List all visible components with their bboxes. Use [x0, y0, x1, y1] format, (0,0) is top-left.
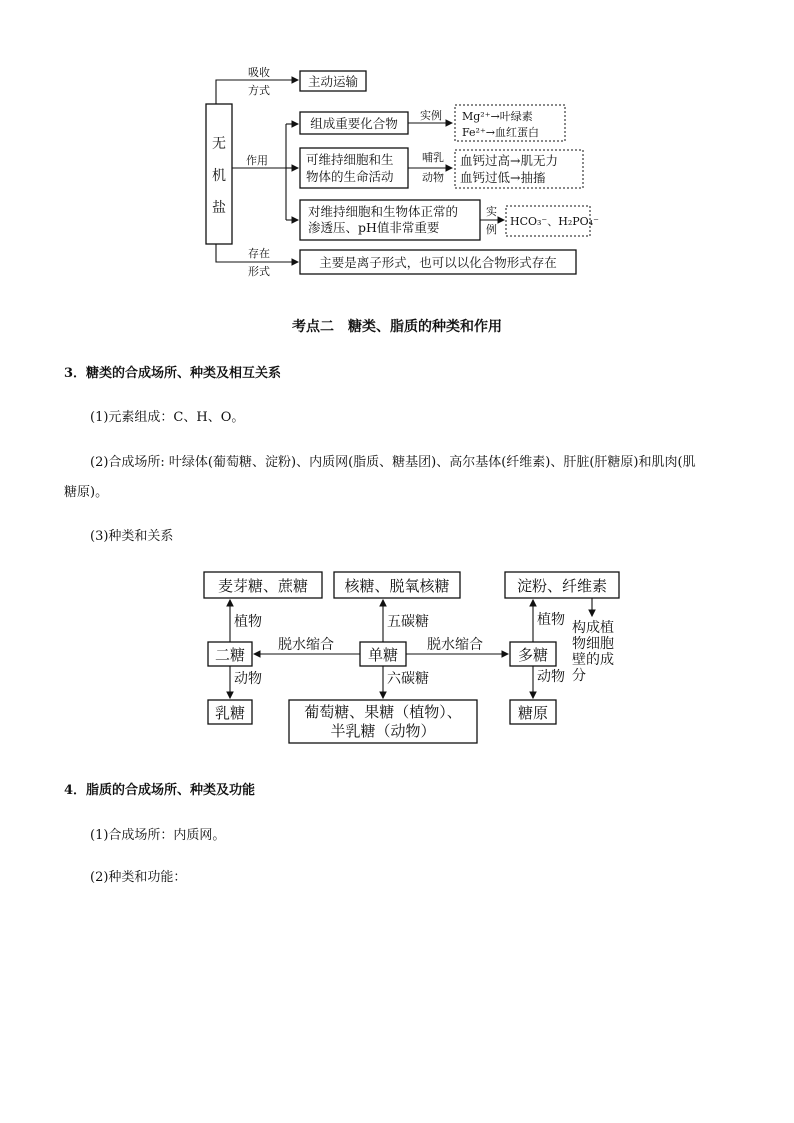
calcium-low: 血钙过低→抽搐: [460, 170, 546, 185]
item3-p2-line1: (2)合成场所: 叶绿体(葡萄糖、淀粉)、内质网(脂质、糖基团)、高尔基体(纤维素)、肝脏(肝糖原)和肌肉(肌: [90, 455, 696, 470]
cell-wall-2: 物细胞: [572, 636, 614, 652]
active-transport: 主动运输: [307, 74, 359, 89]
maintain-life-1: 可维持细胞和生: [306, 152, 394, 167]
animal-left: 动物: [234, 671, 262, 687]
compose-compound: 组成重要化合物: [310, 116, 398, 131]
ribose: 核糖、脱氧核糖: [344, 577, 450, 595]
absorb-label-1: 吸收: [248, 66, 270, 79]
animal-right: 动物: [537, 669, 565, 685]
maltose-sucrose: 麦芽糖、蔗糖: [217, 577, 309, 595]
example2-label-1: 实: [486, 205, 497, 218]
five-carbon: 五碳糖: [387, 614, 429, 630]
cell-wall-3: 壁的成: [572, 652, 614, 668]
item3-p3: (3)种类和关系: [90, 529, 174, 544]
mammal-label-1: 哺乳: [422, 151, 444, 164]
ions: HCO₃⁻、H₂PO₄⁻: [510, 215, 599, 228]
polysaccharide: 多糖: [517, 646, 549, 664]
plant-left: 植物: [234, 614, 262, 630]
osmotic-1: 对维持细胞和生物体正常的: [308, 204, 459, 219]
cell-wall-1: 构成植: [572, 620, 614, 636]
sugar-diagram: [200, 568, 640, 748]
item4-p2: (2)种类和功能：: [90, 870, 187, 885]
item4-heading: 4．脂质的合成场所、种类及功能: [64, 783, 256, 798]
dehydrate-right: 脱水缩合: [427, 637, 483, 653]
osmotic-2: 渗透压、pH值非常重要: [308, 220, 440, 235]
item4-p1: (1)合成场所：内质网。: [90, 828, 226, 843]
function-label: 作用: [246, 154, 268, 167]
plant-right: 植物: [537, 612, 565, 628]
six-carbon: 六碳糖: [387, 671, 429, 687]
item3-p1: (1)元素组成：C、H、O。: [90, 410, 245, 425]
example2-label-2: 例: [486, 223, 497, 236]
mammal-label-2: 动物: [422, 171, 444, 184]
glycogen: 糖原: [517, 704, 549, 722]
hexoses-2: 半乳糖（动物）: [330, 722, 436, 740]
dehydrate-left: 脱水缩合: [278, 637, 334, 653]
hexoses-1: 葡萄糖、果糖（植物）、: [304, 703, 462, 721]
exist-form: 主要是离子形式，也可以以化合物形式存在: [319, 255, 557, 270]
fe-line: Fe²⁺→血红蛋白: [462, 126, 539, 139]
monosaccharide: 单糖: [367, 646, 399, 664]
inorganic-salt-diagram: [190, 60, 600, 285]
exist-label-1: 存在: [248, 247, 270, 260]
disaccharide: 二糖: [214, 646, 246, 664]
mg-line: Mg²⁺→叶绿素: [462, 110, 533, 123]
starch-cellulose: 淀粉、纤维素: [516, 577, 608, 595]
item3-p2-line2: 糖原)。: [64, 485, 109, 500]
item3-heading: 3．糖类的合成场所、种类及相互关系: [64, 366, 282, 381]
main-char-2: 机: [212, 168, 226, 184]
example1-label: 实例: [420, 109, 442, 122]
main-char-1: 无: [212, 136, 226, 152]
main-char-3: 盐: [212, 200, 226, 216]
lactose: 乳糖: [214, 704, 246, 722]
section-title: 考点二 糖类、脂质的种类和作用: [292, 319, 502, 335]
exist-label-2: 形式: [248, 265, 270, 278]
absorb-label-2: 方式: [248, 84, 270, 97]
maintain-life-2: 物体的生命活动: [306, 169, 394, 184]
calcium-high: 血钙过高→肌无力: [460, 153, 558, 168]
cell-wall-4: 分: [572, 668, 586, 684]
